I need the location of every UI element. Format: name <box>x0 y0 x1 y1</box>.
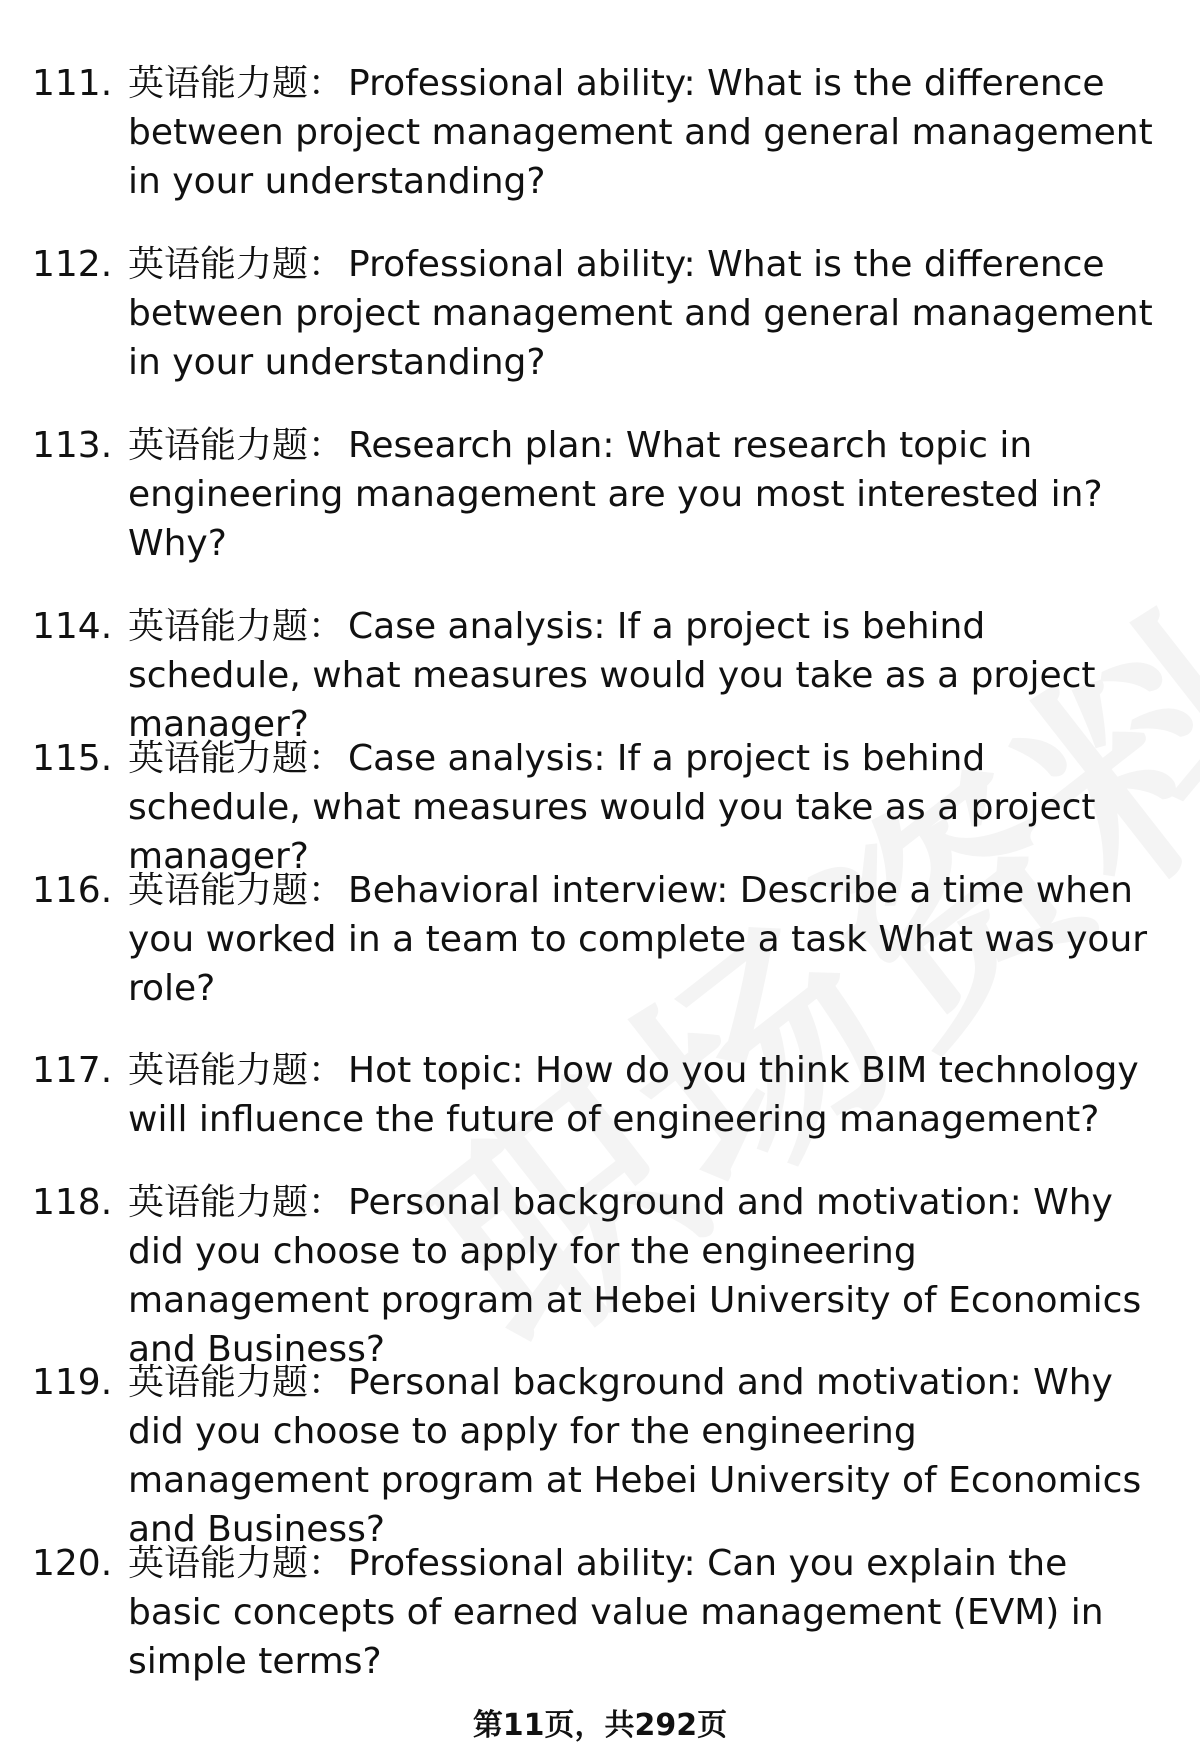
question-tag: 英语能力题： <box>128 425 345 466</box>
question-text: Behavioral interview: Describe a time when you worked in a team to complete a task What was your role? <box>128 870 1148 1009</box>
question-number: 115. <box>32 738 113 779</box>
question-number: 116. <box>32 870 113 911</box>
question-body <box>128 602 1168 749</box>
question-tag: 英语能力题： <box>128 1543 345 1584</box>
question-body <box>128 734 1168 881</box>
question-tag: 英语能力题： <box>128 1362 345 1403</box>
question-body <box>128 421 1168 568</box>
question-text: Professional ability: Can you explain the basic concepts of earned value management (EVM) in simple terms? <box>128 1543 1104 1682</box>
question-text: Case analysis: If a project is behind schedule, what measures would you take as a project manager? <box>128 738 1096 877</box>
question-number: 114. <box>32 606 113 647</box>
question-number: 119. <box>32 1362 113 1403</box>
question-text: Professional ability: What is the difference between project management and general management in your understanding? <box>128 63 1153 202</box>
question-tag: 英语能力题： <box>128 1050 345 1091</box>
page-footer: 第11页，共292页 <box>472 1708 728 1743</box>
question-body <box>128 866 1168 1013</box>
question-number: 112. <box>32 244 113 285</box>
question-number: 120. <box>32 1543 113 1584</box>
question-text: Case analysis: If a project is behind schedule, what measures would you take as a project manager? <box>128 606 1096 745</box>
question-tag: 英语能力题： <box>128 606 345 647</box>
question-body <box>128 1046 1168 1144</box>
question-number: 118. <box>32 1182 113 1223</box>
question-body <box>128 1358 1168 1554</box>
question-body <box>128 59 1168 206</box>
question-text: Professional ability: What is the difference between project management and general management in your understanding? <box>128 244 1153 383</box>
question-number: 113. <box>32 425 113 466</box>
question-body <box>128 1178 1168 1374</box>
question-tag: 英语能力题： <box>128 1182 345 1223</box>
question-number: 111. <box>32 63 113 104</box>
question-tag: 英语能力题： <box>128 63 345 104</box>
question-body <box>128 1539 1168 1686</box>
question-text: Hot topic: How do you think BIM technology will influence the future of engineering management? <box>128 1050 1139 1140</box>
question-text: Personal background and motivation: Why did you choose to apply for the engineering management program at Hebei University of Economics and Business? <box>128 1362 1142 1550</box>
question-tag: 英语能力题： <box>128 244 345 285</box>
question-body <box>128 240 1168 387</box>
question-number: 117. <box>32 1050 113 1091</box>
question-text: Research plan: What research topic in engineering management are you most interested in? Why? <box>128 425 1103 564</box>
question-tag: 英语能力题： <box>128 738 345 779</box>
question-tag: 英语能力题： <box>128 870 345 911</box>
question-text: Personal background and motivation: Why did you choose to apply for the engineering management program at Hebei University of Economics and Business? <box>128 1182 1142 1370</box>
